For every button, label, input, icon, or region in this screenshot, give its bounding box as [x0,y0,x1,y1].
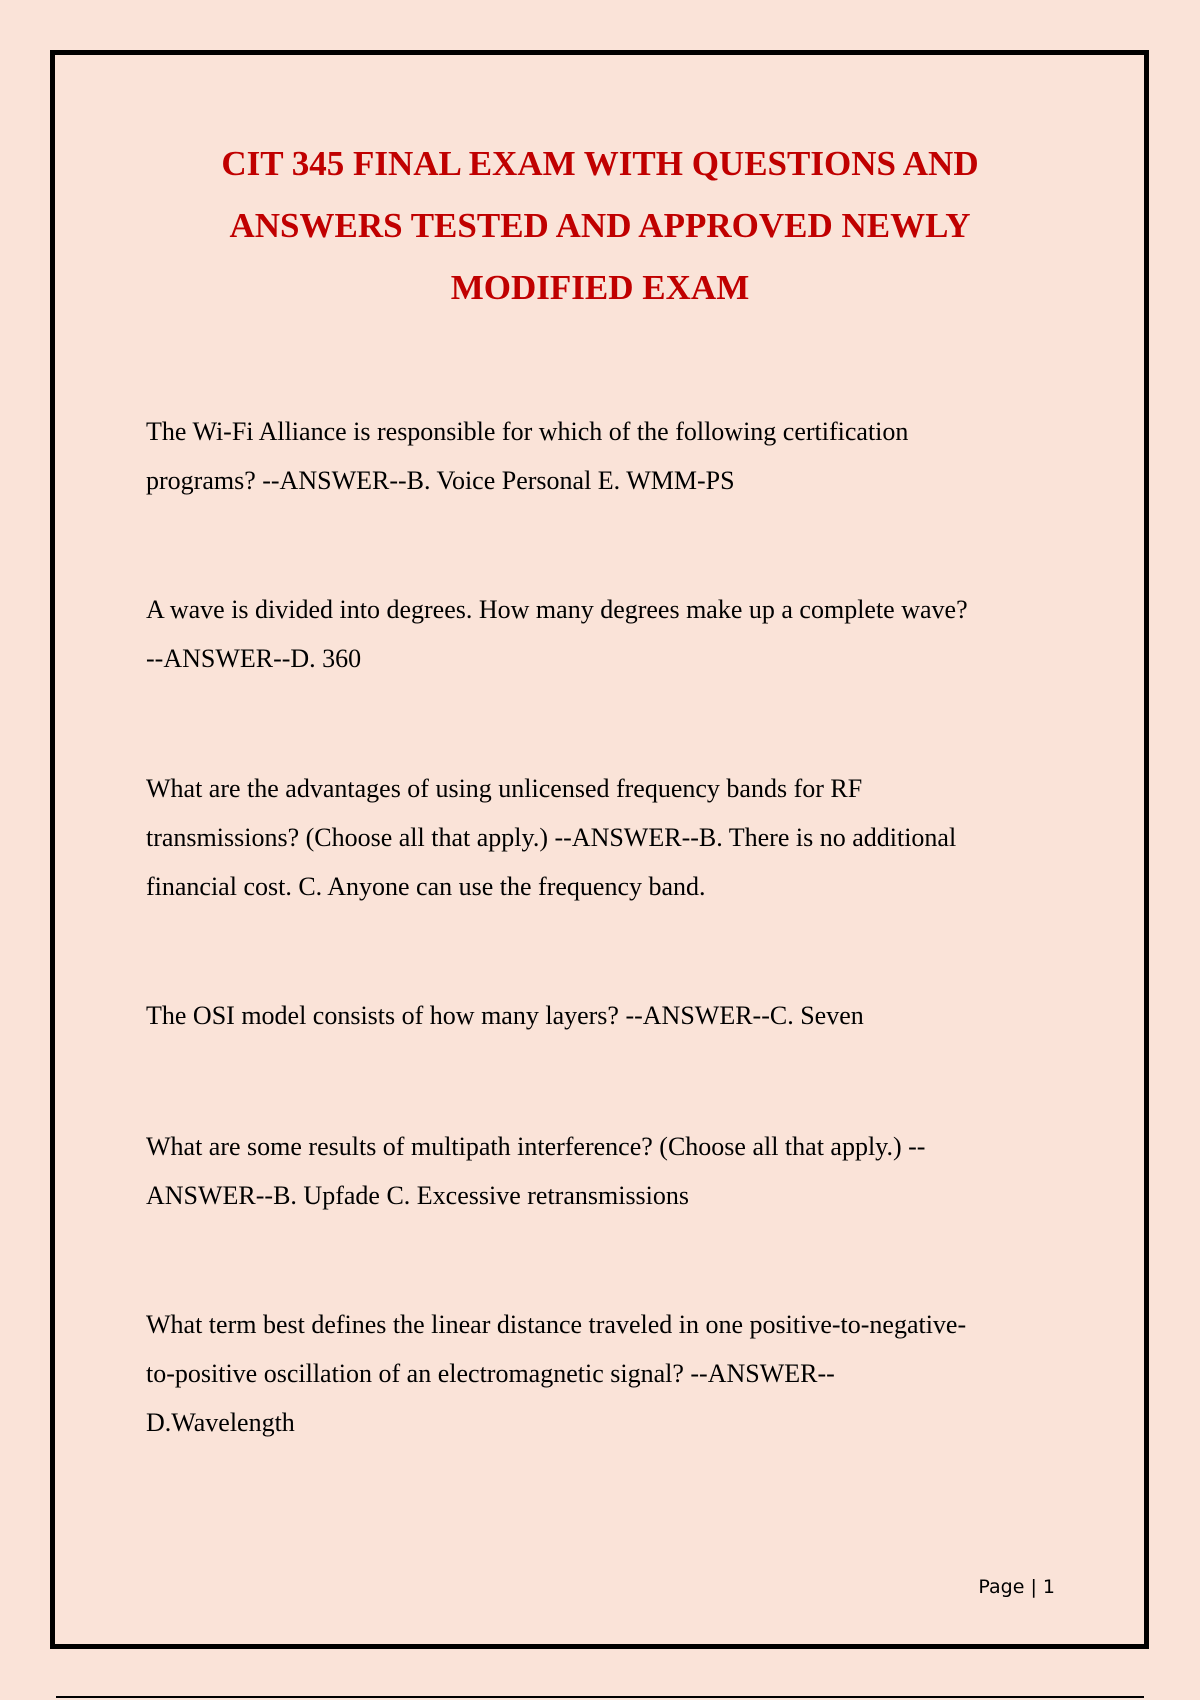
question-2 [146,585,1066,683]
question-line: What are some results of multipath interference? (Choose all that apply.) -- [146,1132,926,1161]
title-line: CIT 345 FINAL EXAM WITH QUESTIONS AND [221,144,979,183]
page-number: Page | 1 [978,1576,1055,1598]
question-line: D.Wavelength [146,1408,295,1437]
question-line: financial cost. C. Anyone can use the frequency band. [146,872,706,901]
question-6 [146,1300,1066,1447]
next-page-rule [56,1696,1144,1698]
question-line: ANSWER--B. Upfade C. Excessive retransmissions [146,1181,690,1210]
question-line: programs? --ANSWER--B. Voice Personal E. WMM-PS [146,466,735,495]
document-title [150,133,1050,319]
question-line: --ANSWER--D. 360 [146,644,362,673]
question-line: transmissions? (Choose all that apply.) --ANSWER--B. There is no additional [146,823,957,852]
question-line: to-positive oscillation of an electromagnetic signal? --ANSWER-- [146,1359,835,1388]
question-line: A wave is divided into degrees. How many degrees make up a complete wave? [146,595,968,624]
question-1 [146,407,1066,505]
title-line: MODIFIED EXAM [450,268,750,307]
question-line: The OSI model consists of how many layers? --ANSWER--C. Seven [146,1001,864,1030]
question-4 [146,991,1066,1040]
question-3 [146,764,1066,911]
title-line: ANSWERS TESTED AND APPROVED NEWLY [229,206,971,245]
question-line: The Wi-Fi Alliance is responsible for which of the following certification [146,417,909,446]
question-5 [146,1122,1066,1220]
question-line: What term best defines the linear distance traveled in one positive-to-negative- [146,1310,967,1339]
question-line: What are the advantages of using unlicensed frequency bands for RF [146,774,863,803]
